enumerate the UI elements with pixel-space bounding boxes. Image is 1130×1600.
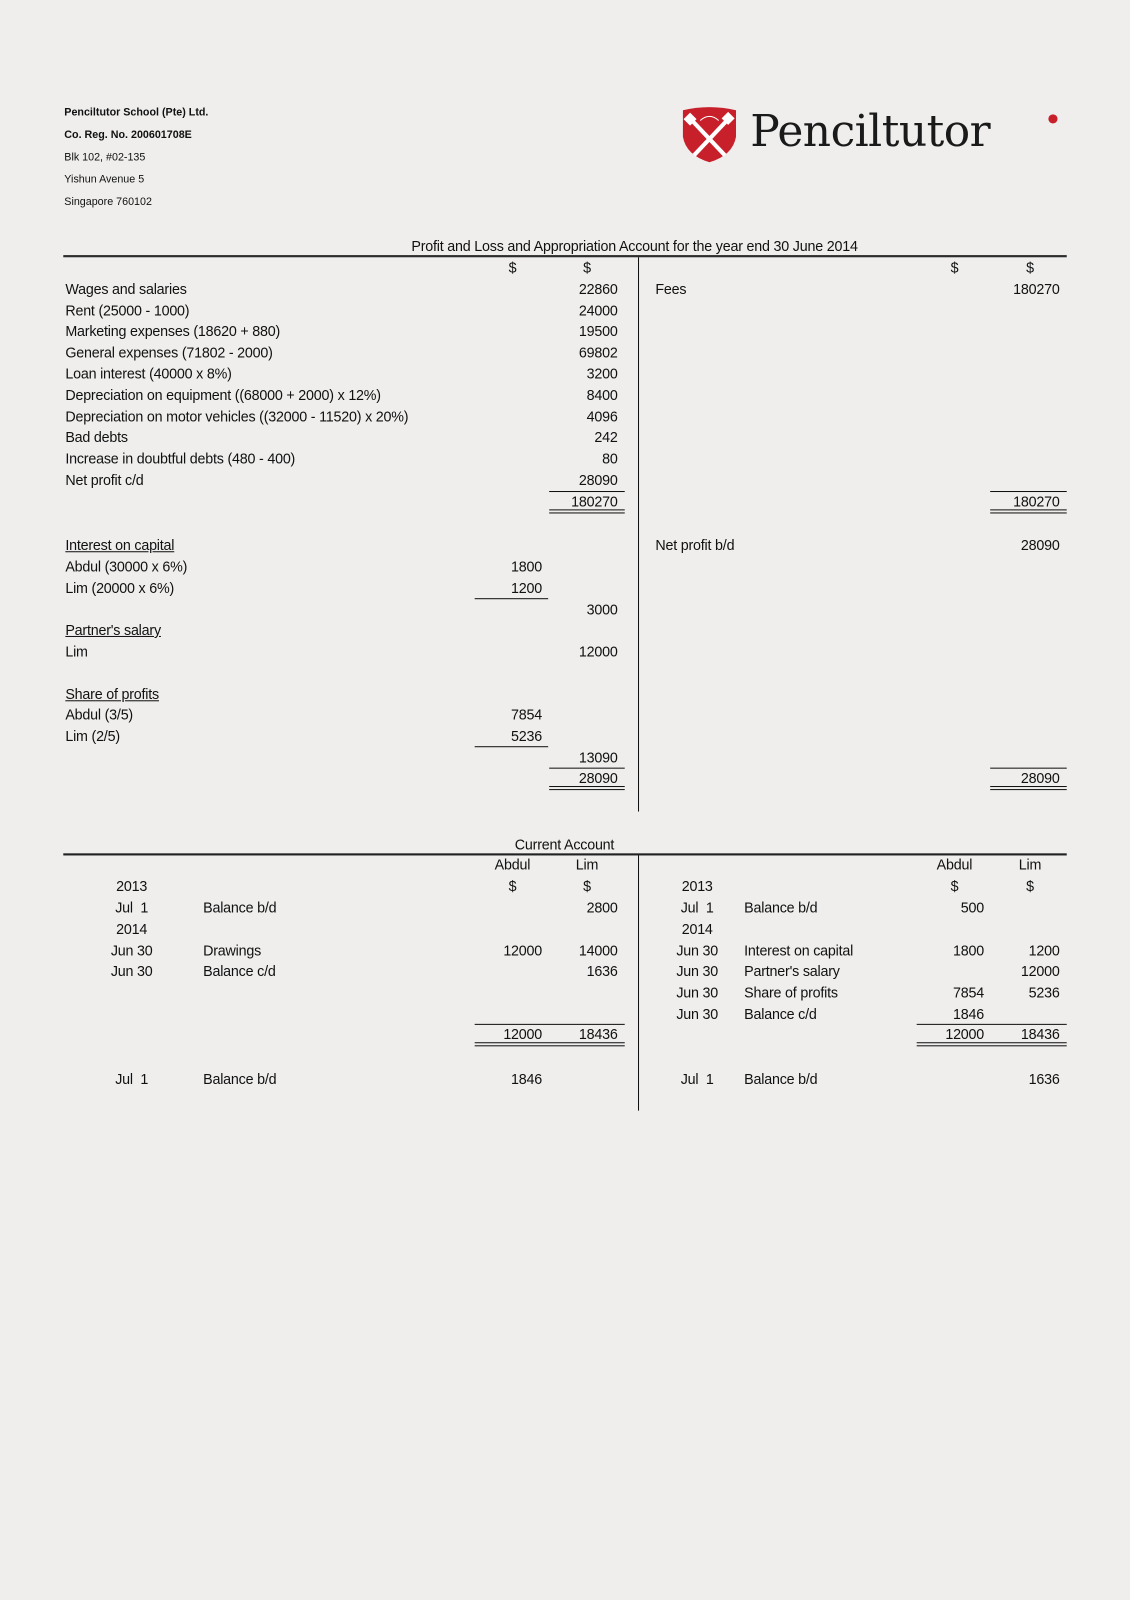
entry-date: Jul 1 <box>680 899 714 916</box>
lim-amount: 12000 <box>1020 962 1060 979</box>
column-header: Lim <box>1018 856 1042 873</box>
double-underline <box>990 786 1067 790</box>
debit-total: 28090 <box>578 769 618 787</box>
entry-date: Jun 30 <box>110 942 153 959</box>
double-underline <box>549 786 625 790</box>
abdul-amount: 1846 <box>953 1005 985 1022</box>
lim-total: 18436 <box>1020 1025 1060 1043</box>
currency-header: $ <box>508 877 517 895</box>
currency-header: $ <box>1026 259 1034 276</box>
lim-amount: 14000 <box>578 942 618 959</box>
entry-description: Balance b/d <box>203 899 277 916</box>
debit-amount: 12000 <box>578 643 618 660</box>
entry-date: Jul 1 <box>115 899 149 916</box>
debit-amount: 28090 <box>578 471 618 488</box>
debit-label: Net profit c/d <box>65 471 144 488</box>
entry-description: Balance c/d <box>744 1005 817 1022</box>
debit-label: Rent (25000 - 1000) <box>65 302 190 319</box>
credit-total: 28090 <box>1020 769 1060 787</box>
debit-label: Depreciation on equipment ((68000 + 2000) x 12%) <box>65 386 381 404</box>
abdul-amount: 500 <box>960 899 985 916</box>
company-reg-no: Co. Reg. No. 200601708E <box>64 128 192 141</box>
debit-label: Abdul (3/5) <box>65 706 134 723</box>
abdul-amount: 1800 <box>953 942 985 959</box>
debit-label: Lim (2/5) <box>65 727 120 745</box>
debit-amount: 242 <box>594 428 618 446</box>
logo-text: Penciltutor <box>750 106 991 158</box>
credit-amount: 28090 <box>1020 536 1060 554</box>
lim-amount: 1200 <box>1028 942 1060 959</box>
debit-amount: 19500 <box>578 322 618 339</box>
entry-description: Partner's salary <box>744 962 840 979</box>
company-name: Penciltutor School (Pte) Ltd. <box>64 106 209 119</box>
entry-date: Jul 1 <box>680 1070 714 1088</box>
lim-amount: 1636 <box>586 962 618 979</box>
debit-label: Lim (20000 x 6%) <box>65 579 175 597</box>
lim-amount: 5236 <box>1028 984 1060 1001</box>
debit-amount: 3200 <box>586 365 618 382</box>
abdul-amount: 7854 <box>953 984 985 1001</box>
entry-date: Jun 30 <box>676 1005 719 1022</box>
entry-description: Balance b/d <box>744 899 818 916</box>
entry-date: Jun 30 <box>110 962 153 979</box>
double-underline <box>475 1042 625 1046</box>
debit-label: Marketing expenses (18620 + 880) <box>65 322 281 339</box>
currency-header: $ <box>950 877 959 895</box>
currency-header: $ <box>950 259 959 276</box>
credit-label: Net profit b/d <box>655 536 735 554</box>
divider-line <box>638 257 639 811</box>
entry-date: Jul 1 <box>115 1070 149 1088</box>
debit-amount: 8400 <box>586 386 618 404</box>
entry-description: Balance b/d <box>203 1070 277 1088</box>
entry-date: 2014 <box>681 920 713 938</box>
debit-label: Depreciation on motor vehicles ((32000 - 11520) x 20%) <box>65 408 409 425</box>
address-line: Singapore 760102 <box>64 195 152 209</box>
shield-pencils-icon <box>680 106 739 163</box>
debit-amount: 4096 <box>586 408 618 425</box>
debit-amount: 22860 <box>578 280 618 298</box>
debit-sub-amount: 7854 <box>511 706 543 723</box>
double-underline <box>990 509 1067 513</box>
entry-date: Jun 30 <box>676 942 719 959</box>
entry-description: Balance c/d <box>203 962 276 979</box>
entry-description: Interest on capital <box>744 942 854 959</box>
address-line: Yishun Avenue 5 <box>64 173 145 186</box>
debit-amount: 69802 <box>578 344 618 361</box>
current-account-title: Current Account <box>514 836 615 853</box>
entry-date: Jun 30 <box>676 984 719 1001</box>
entry-description: Balance b/d <box>744 1070 818 1088</box>
lim-total: 18436 <box>578 1025 618 1043</box>
currency-header: $ <box>583 877 591 895</box>
entry-description: Drawings <box>203 942 262 959</box>
debit-amount: 80 <box>602 450 618 467</box>
debit-amount: 24000 <box>578 302 618 319</box>
registered-mark-icon <box>1048 114 1057 123</box>
debit-sub-amount: 5236 <box>511 727 543 745</box>
abdul-total: 12000 <box>945 1025 985 1043</box>
currency-header: $ <box>508 259 517 276</box>
lim-amount: 1636 <box>1028 1070 1060 1088</box>
debit-label: Bad debts <box>65 428 128 446</box>
debit-label: General expenses (71802 - 2000) <box>65 344 273 361</box>
currency-header: $ <box>1026 877 1034 895</box>
credit-amount: 180270 <box>1013 280 1060 298</box>
column-header: Lim <box>575 856 599 873</box>
debit-amount: 3000 <box>586 601 618 618</box>
double-underline <box>917 1042 1067 1046</box>
abdul-amount: 1846 <box>511 1070 543 1088</box>
credit-total: 180270 <box>1013 493 1060 510</box>
pl-title: Profit and Loss and Appropriation Account for the year end 30 June 2014 <box>411 237 858 255</box>
lim-amount: 2800 <box>586 899 618 916</box>
debit-sub-amount: 1800 <box>511 558 543 575</box>
section-heading: Partner's salary <box>65 621 161 638</box>
credit-label: Fees <box>655 280 687 298</box>
debit-label: Lim <box>65 643 88 660</box>
column-header: Abdul <box>936 856 973 873</box>
debit-sub-amount: 1200 <box>511 579 543 597</box>
debit-label: Loan interest (40000 x 8%) <box>65 365 232 382</box>
section-heading: Interest on capital <box>65 536 175 554</box>
double-underline <box>549 509 625 513</box>
debit-label: Increase in doubtful debts (480 - 400) <box>65 450 296 467</box>
entry-description: Share of profits <box>744 984 838 1001</box>
abdul-amount: 12000 <box>503 942 543 959</box>
entry-date: 2013 <box>681 877 713 895</box>
debit-label: Abdul (30000 x 6%) <box>65 558 188 575</box>
debit-amount: 13090 <box>578 749 618 766</box>
section-heading: Share of profits <box>65 685 159 703</box>
abdul-total: 12000 <box>503 1025 543 1043</box>
debit-label: Wages and salaries <box>65 280 187 298</box>
currency-header: $ <box>583 259 591 276</box>
entry-date: 2013 <box>116 877 148 895</box>
address-line: Blk 102, #02-135 <box>64 151 146 164</box>
entry-date: 2014 <box>116 920 148 938</box>
debit-total: 180270 <box>571 493 618 510</box>
entry-date: Jun 30 <box>676 962 719 979</box>
column-header: Abdul <box>494 856 531 873</box>
